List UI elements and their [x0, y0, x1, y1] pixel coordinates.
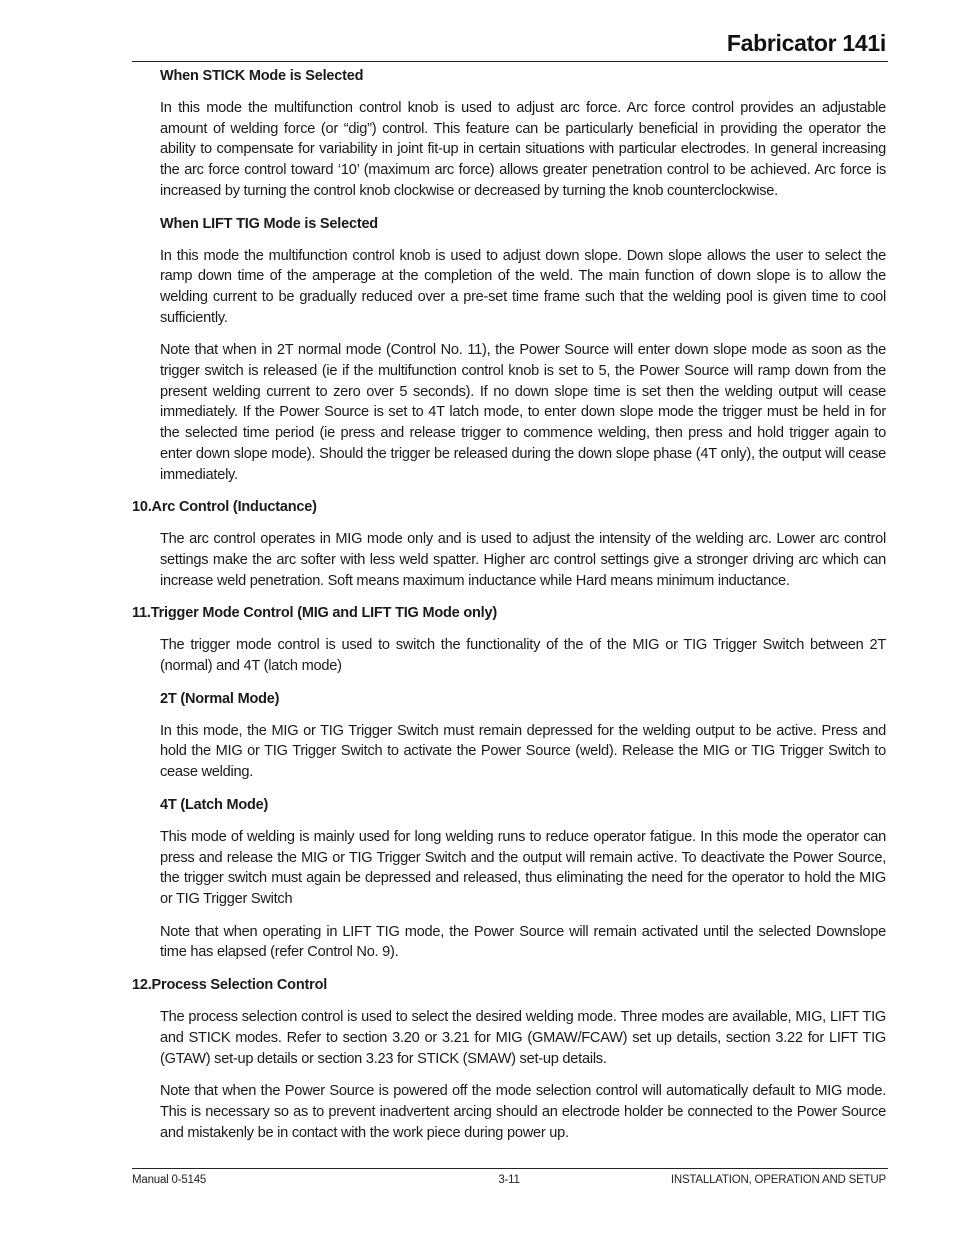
- footer-section-name: INSTALLATION, OPERATION AND SETUP: [670, 1174, 886, 1186]
- paragraph-lift-tig-note: Note that when operating in LIFT TIG mode, the Power Source will remain activated until the selected Downslope time has elapsed (refer Control No. 9).: [160, 923, 886, 961]
- page-header-title: Fabricator 141i: [726, 30, 886, 56]
- paragraph-power-off-note: Note that when the Power Source is powered off the mode selection control will automatically default to MIG mode. This is necessary so as to prevent inadvertent arcing should an electrode holder be connected to the Power Source and mistakenly be in contact with the work piece during power up.: [160, 1083, 886, 1141]
- footer-page-number: 3-11: [498, 1174, 520, 1186]
- paragraph-trigger-mode: The trigger mode control is used to switch the functionality of the of the MIG or TIG Trigger Switch between 2T (normal) and 4T (latch mode): [160, 637, 886, 675]
- footer-manual-number: Manual 0-5145: [132, 1174, 207, 1186]
- heading-2t-normal: 2T (Normal Mode): [160, 690, 280, 707]
- header-rule: [132, 61, 888, 62]
- footer-rule: [132, 1168, 888, 1169]
- paragraph-arc-control: The arc control operates in MIG mode only and is used to adjust the intensity of the welding arc. Lower arc control settings make the arc softer with less weld spatter. Higher arc control settings give a stronger driving arc which can increase weld penetration. Soft means maximum inductance while Hard means minimum inductance.: [160, 531, 886, 589]
- paragraph-2t-downslope-note: Note that when in 2T normal mode (Control No. 11), the Power Source will enter down slope mode as soon as the trigger switch is released (ie if the multifunction control knob is set to 5, the Power Source will ramp down from the present welding current to zero over 5 seconds). If no down slope time is set then the welding output will cease immediately. If the Power Source is set to 4T latch mode, to enter down slope mode the trigger must be held in for the selected time period (ie press and release trigger to commence welding, then press and hold trigger again to enter down slope mode). Should the trigger be released during the down slope phase (4T only), the output will cease immediately.: [160, 342, 886, 483]
- paragraph-2t-normal: In this mode, the MIG or TIG Trigger Switch must remain depressed for the welding output to be active. Press and hold the MIG or TIG Trigger Switch to activate the Power Source (weld). Release the MIG or TIG Trigger Switch to cease welding.: [160, 722, 886, 781]
- heading-lift-tig-mode: When LIFT TIG Mode is Selected: [160, 215, 378, 232]
- heading-trigger-mode: 11.Trigger Mode Control (MIG and LIFT TIG Mode only): [132, 605, 497, 622]
- paragraph-4t-latch: This mode of welding is mainly used for long welding runs to reduce operator fatigue. In this mode the operator can press and release the MIG or TIG Trigger Switch and the output will remain active. To deactivate the Power Source, the trigger switch must again be depressed and released, thus eliminating the need for the operator to hold the MIG or TIG Trigger Switch: [160, 828, 886, 907]
- paragraph-process-selection: The process selection control is used to select the desired welding mode. Three modes are available, MIG, LIFT TIG and STICK modes. Refer to section 3.20 or 3.21 for MIG (GMAW/FCAW) set up details, section 3.22 for LIFT TIG (GTAW) set-up details or section 3.23 for STICK (SMAW) set-up details.: [160, 1009, 886, 1067]
- heading-4t-latch: 4T (Latch Mode): [160, 796, 269, 813]
- heading-arc-control: 10.Arc Control (Inductance): [132, 499, 317, 516]
- heading-process-selection: 12.Process Selection Control: [132, 977, 328, 994]
- paragraph-lift-tig-mode: In this mode the multifunction control knob is used to adjust down slope. Down slope allows the user to select the ramp down time of the amperage at the completion of the weld. The main function of down slope is to allow the welding current to be gradually reduced over a pre-set time frame such that the welding pool is given time to cool sufficiently.: [160, 247, 886, 326]
- page-content: [132, 66, 886, 1155]
- heading-stick-mode: When STICK Mode is Selected: [160, 68, 364, 84]
- paragraph-stick-mode: In this mode the multifunction control knob is used to adjust arc force. Arc force control provides an adjustable amount of welding force (or “dig”) control. This feature can be particularly beneficial in providing the operator the ability to compensate for variability in joint fit-up in certain situations with particular electrodes. In general increasing the arc force control toward ‘10’ (maximum arc force) allows greater penetration control to be achieved. Arc force is increased by turning the control knob clockwise or decreased by turning the knob counterclockwise.: [160, 100, 886, 199]
